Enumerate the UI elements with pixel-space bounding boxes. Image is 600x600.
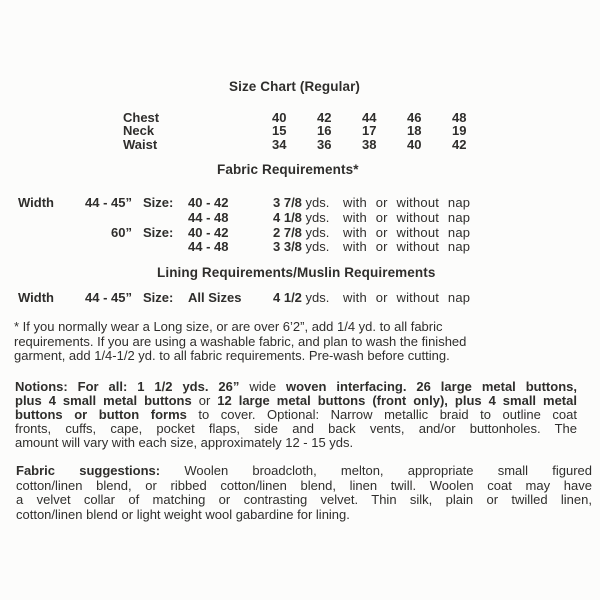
size-range: 44 - 48 [188, 239, 229, 255]
size-label [132, 240, 188, 255]
text-segment: to cover. Optional: Narrow metallic braid to outline coat [186, 407, 577, 422]
text-segment: Fabric suggestions: [16, 463, 161, 478]
size-chart-row-label: Neck [123, 123, 155, 139]
nap-note: with or without nap [343, 195, 471, 210]
size-chart-value: 42 [452, 136, 467, 152]
fabric-suggestions-paragraph [16, 464, 592, 522]
text-line [15, 394, 577, 408]
yardage-value: 3 3/8 [273, 239, 302, 255]
size-chart-value: 40 [272, 110, 287, 125]
text-line [16, 508, 592, 523]
size-label: Size: [143, 290, 174, 305]
text-segment: requirements. If you are using a washable fabric, and plan to wash the finished [14, 333, 467, 349]
width-label: Width [18, 195, 54, 210]
text-segment: woven interfacing. 26 large metal buttons, [286, 379, 577, 394]
yardage-unit: yds. [301, 195, 330, 210]
text-segment: Notions: For all: 1 1/2 yds. 26” [15, 379, 240, 394]
yardage-unit: yds. [301, 224, 330, 240]
width-label: Width [18, 290, 54, 305]
yardage-unit: yds. [301, 290, 330, 305]
size-chart-value: 18 [407, 123, 422, 139]
width-label [18, 240, 82, 255]
yardage-cell [273, 226, 343, 241]
size-chart-row [123, 124, 497, 137]
text-segment: Woolen broadcloth, melton, appropriate small figured [160, 463, 592, 478]
nap-note: with or without nap [343, 290, 471, 305]
requirements-row [18, 211, 470, 226]
size-chart-value: 42 [317, 110, 332, 125]
nap-note: with or without nap [343, 239, 471, 255]
size-label: Size: [143, 224, 174, 240]
width-label [18, 211, 82, 226]
size-range: 40 - 42 [188, 195, 229, 210]
text-segment: amount will vary with each size, approximately 12 - 15 yds. [15, 435, 354, 450]
yardage-unit: yds. [301, 209, 330, 225]
width-value: 60” [111, 224, 132, 240]
size-chart-value: 16 [317, 123, 332, 139]
size-chart-table [123, 111, 497, 151]
nap-note: with or without nap [343, 209, 471, 225]
requirements-row [18, 196, 470, 211]
size-range: 40 - 42 [188, 224, 229, 240]
yardage-value: 4 1/2 [273, 290, 302, 305]
size-chart-title: Size Chart (Regular) [229, 79, 361, 94]
text-line [14, 335, 560, 350]
width-value: 44 - 45” [85, 195, 132, 210]
size-chart-row-label: Waist [123, 136, 158, 152]
size-chart-value: 44 [362, 110, 377, 125]
text-line [16, 464, 592, 479]
yardage-value: 4 1/8 [273, 209, 302, 225]
text-segment: a velvet collar of matching or contrasting velvet. Thin silk, plain or twilled linen, [16, 492, 592, 507]
fabric-requirements-table [18, 196, 470, 255]
text-line [14, 320, 560, 335]
yardage-cell [273, 240, 343, 255]
size-chart-row [123, 111, 497, 124]
text-segment: cotton/linen blend or light weight wool gabardine for lining. [16, 506, 350, 522]
requirements-row [18, 240, 470, 255]
text-line [14, 349, 560, 364]
text-segment: * If you normally wear a Long size, or are over 6’2”, add 1/4 yd. to all fabric [14, 319, 443, 334]
text-segment: fronts, cuffs, cape, pocket flaps, side and back vents, and/or buttonholes. The [15, 421, 577, 436]
size-chart-value: 48 [452, 110, 467, 125]
size-chart-value: 15 [272, 123, 287, 139]
width-label [18, 226, 82, 241]
text-line [15, 380, 577, 394]
text-segment: plus 4 small metal buttons [15, 393, 192, 408]
size-chart-row-label: Chest [123, 110, 160, 125]
requirements-row [18, 291, 470, 306]
lining-requirements-title: Lining Requirements/Muslin Requirements [157, 265, 436, 280]
text-segment: buttons or button forms [15, 407, 187, 422]
text-line [15, 436, 577, 450]
yardage-unit: yds. [301, 239, 330, 255]
fabric-footnote-paragraph [14, 320, 560, 364]
text-line [15, 422, 577, 436]
notions-paragraph [15, 380, 577, 450]
text-segment: or [191, 393, 218, 408]
yardage-cell [273, 291, 343, 306]
yardage-value: 2 7/8 [273, 224, 302, 240]
text-segment: wide [239, 379, 286, 394]
text-line [16, 479, 592, 494]
width-value: 44 - 45” [85, 290, 132, 305]
yardage-cell [273, 211, 343, 226]
size-chart-value: 19 [452, 123, 467, 139]
size-chart-row [123, 138, 497, 151]
lining-requirements-table [18, 291, 470, 306]
text-line [15, 408, 577, 422]
nap-note: with or without nap [343, 224, 471, 240]
text-line [16, 493, 592, 508]
text-segment: cotton/linen blend, or ribbed cotton/linen blend, linen twill. Woolen coat may have [16, 477, 592, 493]
fabric-requirements-title: Fabric Requirements* [217, 162, 359, 177]
size-label [132, 211, 188, 226]
yardage-value: 3 7/8 [273, 195, 302, 210]
text-segment: 12 large metal buttons (front only), plus 4 small metal [217, 393, 577, 408]
width-value [82, 211, 132, 226]
size-label: Size: [143, 195, 174, 210]
requirements-row [18, 226, 470, 241]
text-segment: garment, add 1/4-1/2 yd. to all fabric requirements. Pre-wash before cutting. [14, 348, 450, 364]
size-range: All Sizes [188, 290, 242, 305]
width-value [82, 240, 132, 255]
size-chart-value: 34 [272, 136, 287, 152]
size-chart-value: 46 [407, 110, 422, 125]
size-range: 44 - 48 [188, 209, 229, 225]
size-chart-value: 40 [407, 136, 422, 152]
yardage-cell [273, 196, 343, 211]
size-chart-value: 17 [362, 123, 377, 139]
size-chart-value: 36 [317, 136, 332, 152]
size-chart-value: 38 [362, 136, 377, 152]
